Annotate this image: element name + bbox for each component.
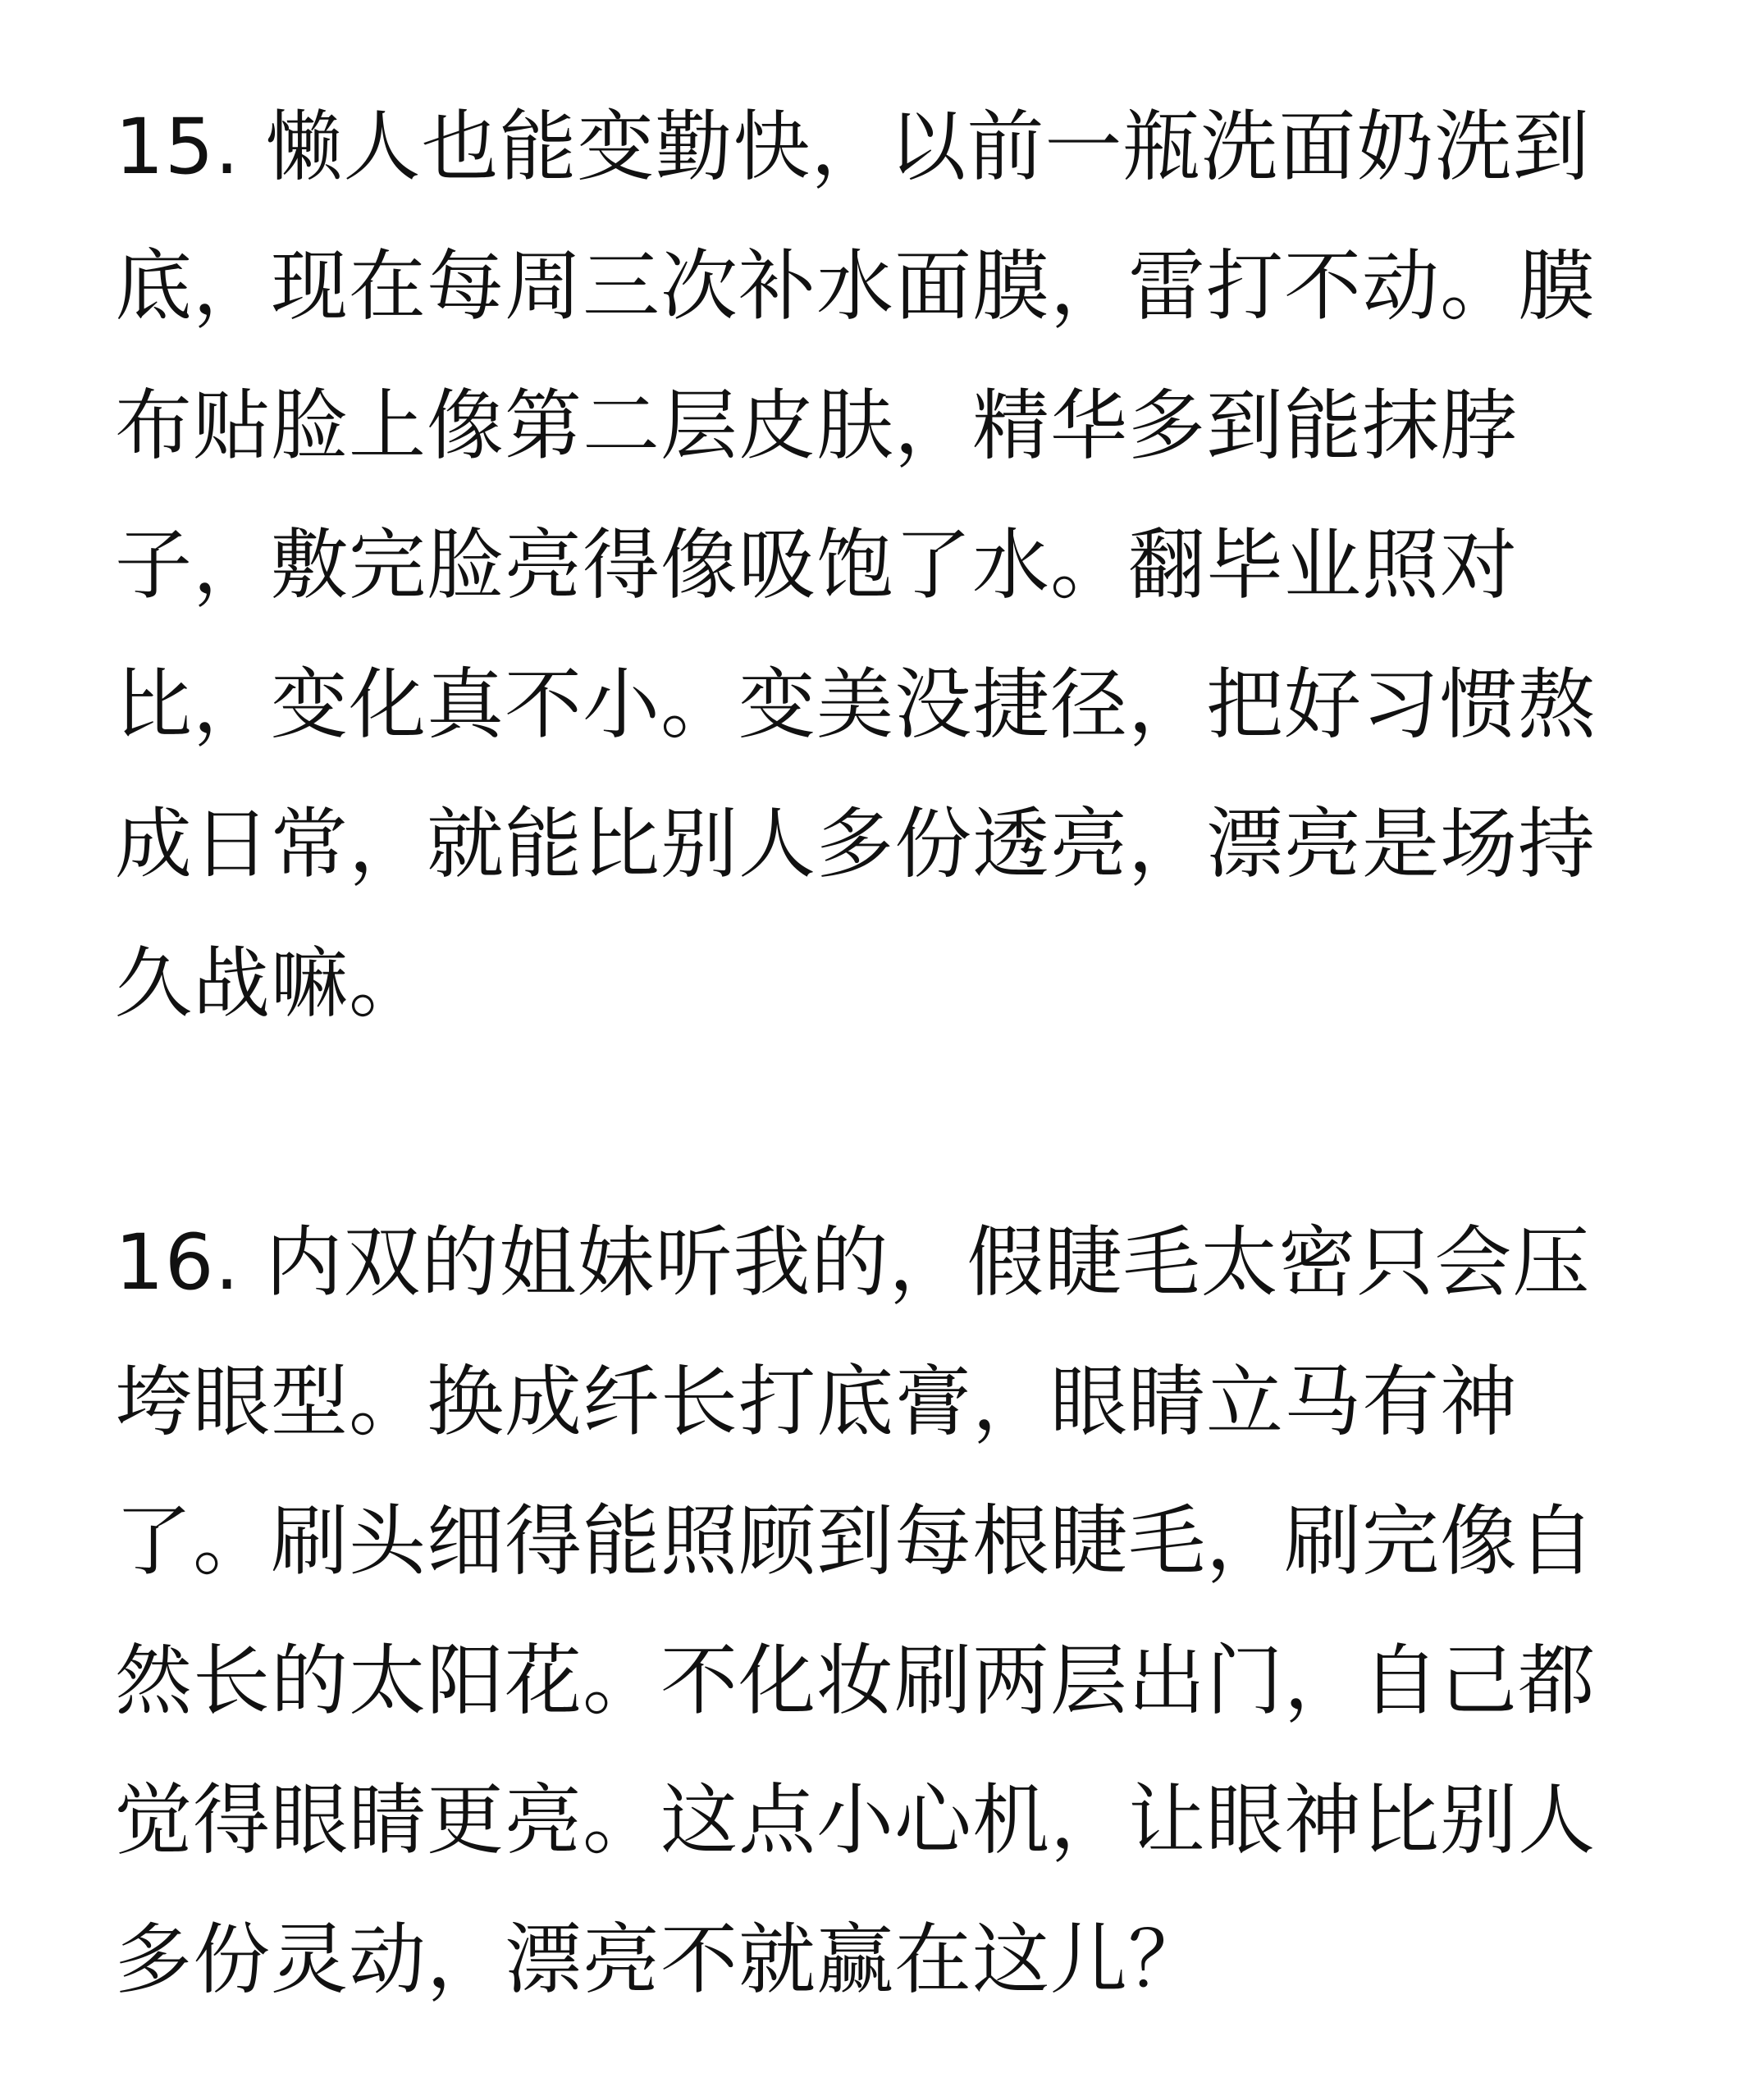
paragraph-16: 16. 内双的姐妹听我的，假睫毛太密只会压垮眼型。换成纤长打底膏，眼睛立马有神了。刷头细得能照顾到每根睫毛，刷完像自然长的太阳花。不化妆刷两层出门，自己都觉得眼睛更亮。这点小心机，让眼神比别人多份灵动，漂亮不就赢在这儿？ — [115, 1218, 1597, 2005]
paragraph-15: 15. 懒人也能变勤快，以前一瓶洗面奶洗到底，现在每周三次补水面膜，雷打不动。膜布贴脸上像第二层皮肤，精华多到能抹脖子，敷完脸亮得像吸饱了水。翻毕业照对比，变化真不小。变美没捷径，把好习惯熬成日常，就能比别人多份透亮，漂亮是场持久战嘛。 — [115, 103, 1597, 1029]
